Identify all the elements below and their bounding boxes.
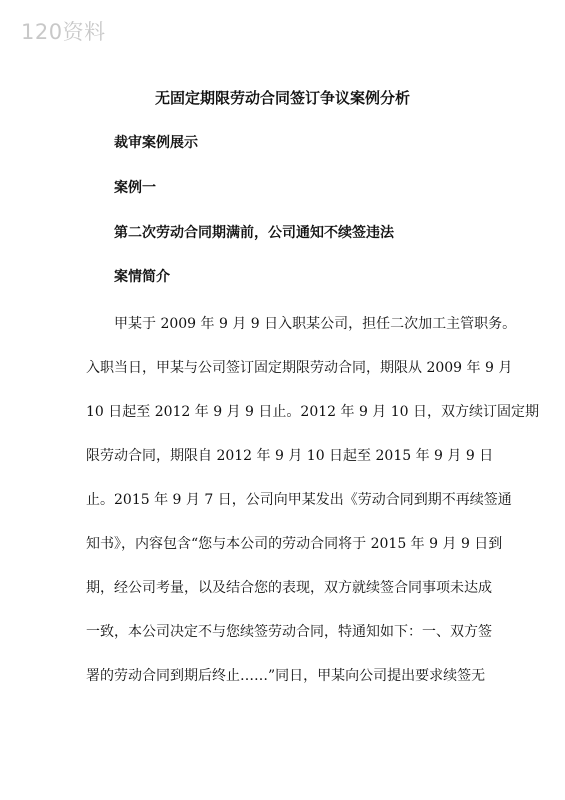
section-heading: 裁审案例展示 [114, 135, 198, 151]
body-line: 甲某于 2009 年 9 月 9 日入职某公司，担任二次加工主管职务。 [114, 316, 517, 332]
body-line: 署的劳动合同到期后终止……”同日，甲某向公司提出要求续签无 [86, 668, 486, 684]
watermark-logo: 120资料 [21, 20, 106, 44]
body-line: 限劳动合同，期限自 2012 年 9 月 10 日起至 2015 年 9 月 9 日 [86, 448, 494, 464]
body-line: 10 日起至 2012 年 9 月 9 日止。2012 年 9 月 10 日，双方续订固定期 [86, 404, 540, 420]
body-line: 入职当日，甲某与公司签订固定期限劳动合同，期限从 2009 年 9 月 [86, 360, 513, 376]
case-heading: 案例一 [114, 180, 156, 196]
body-line: 止。2015 年 9 月 7 日，公司向甲某发出《劳动合同到期不再续签通 [86, 492, 512, 508]
summary-heading: 案情简介 [114, 269, 170, 285]
body-line: 期，经公司考量，以及结合您的表现，双方就续签合同事项未达成 [86, 580, 492, 596]
body-line: 一致，本公司决定不与您续签劳动合同，特通知如下：一、双方签 [86, 624, 492, 640]
case-body-paragraph [86, 311, 540, 707]
document-title: 无固定期限劳动合同签订争议案例分析 [154, 89, 410, 107]
case-title-heading: 第二次劳动合同期满前，公司通知不续签违法 [114, 225, 394, 241]
body-line: 知书》，内容包含“您与本公司的劳动合同将于 2015 年 9 月 9 日到 [86, 536, 503, 552]
